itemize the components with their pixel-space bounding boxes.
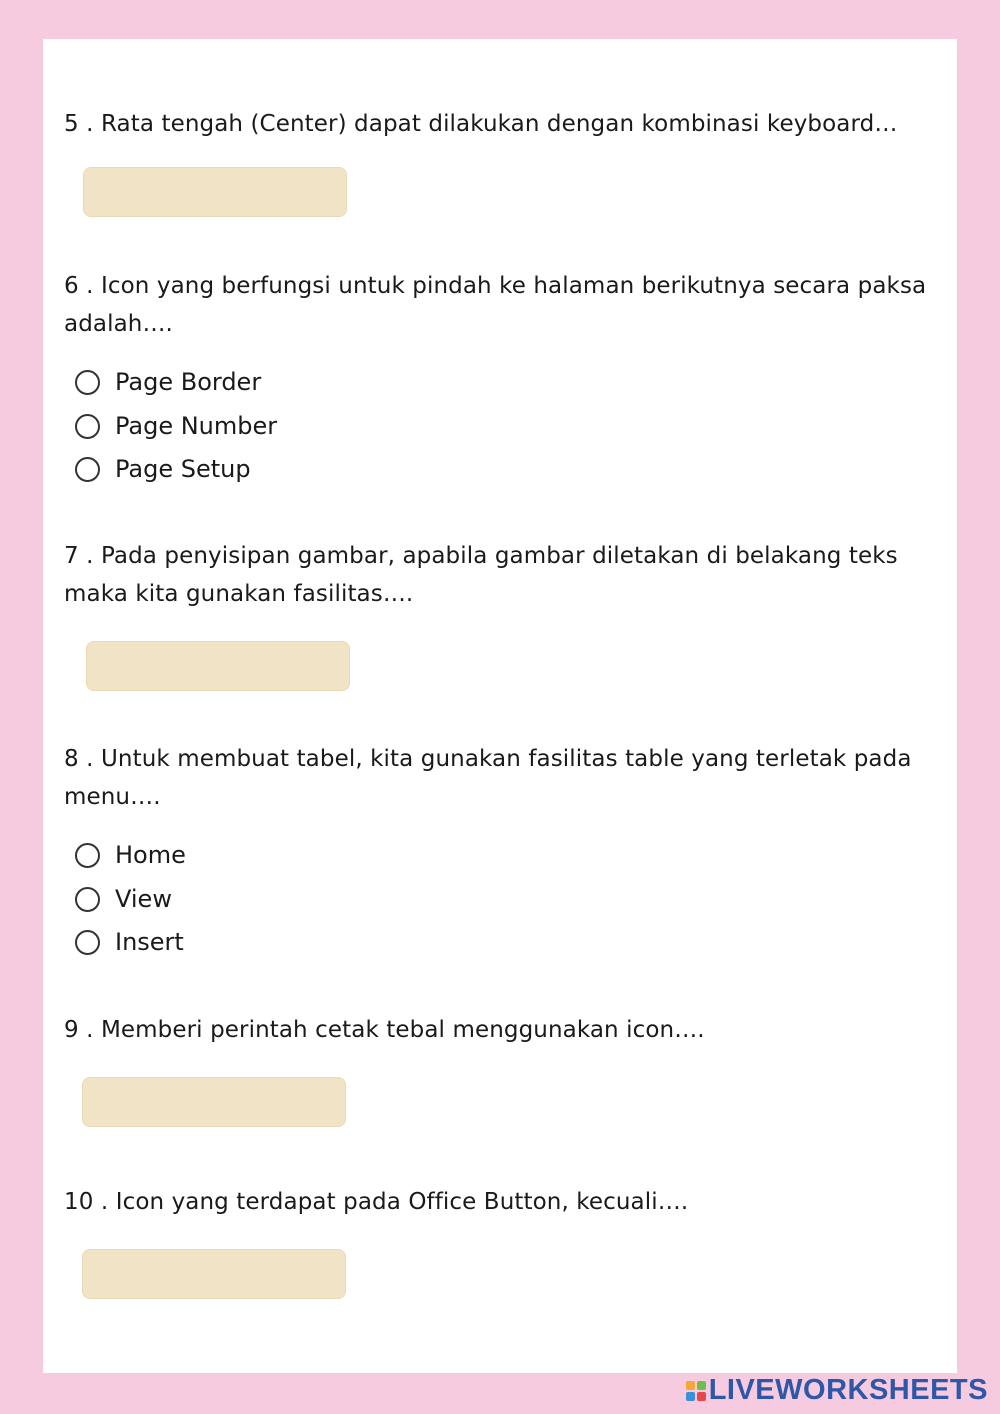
- question-6-option-1[interactable]: [75, 365, 261, 399]
- option-label: Home: [115, 841, 186, 869]
- question-6-option-3[interactable]: [75, 452, 251, 486]
- question-8-option-3[interactable]: [75, 925, 184, 959]
- logo-square: [697, 1381, 706, 1390]
- question-8-option-2[interactable]: [75, 882, 172, 916]
- radio-button-icon[interactable]: [75, 414, 100, 439]
- question-6-option-2[interactable]: [75, 409, 277, 443]
- logo-text: LIVEWORKSHEETS: [708, 1374, 988, 1406]
- option-label: Page Number: [115, 412, 278, 440]
- liveworksheets-logo-icon: [686, 1381, 706, 1401]
- question-5-text: 5 . Rata tengah (Center) dapat dilakukan dengan kombinasi keyboard…: [64, 111, 898, 137]
- radio-button-icon[interactable]: [75, 887, 100, 912]
- worksheet-page: [43, 39, 957, 1373]
- question-7-answer-field[interactable]: [86, 641, 350, 691]
- question-8-text: 8 . Untuk membuat tabel, kita gunakan fasilitas table yang terletak pada menu….: [64, 746, 912, 810]
- logo-square: [697, 1392, 706, 1401]
- option-label: Page Border: [115, 368, 262, 396]
- question-6-text: 6 . Icon yang berfungsi untuk pindah ke halaman berikutnya secara paksa adalah….: [64, 273, 927, 337]
- question-7-text: 7 . Pada penyisipan gambar, apabila gambar diletakan di belakang teks maka kita gunakan fasilitas….: [64, 543, 898, 607]
- question-9-answer-field[interactable]: [82, 1077, 346, 1127]
- question-8-option-1[interactable]: [75, 838, 186, 872]
- radio-button-icon[interactable]: [75, 370, 100, 395]
- radio-button-icon[interactable]: [75, 843, 100, 868]
- option-label: View: [115, 885, 172, 913]
- logo-square: [686, 1392, 695, 1401]
- option-label: Page Setup: [115, 455, 251, 483]
- radio-button-icon[interactable]: [75, 457, 100, 482]
- question-10-text: 10 . Icon yang terdapat pada Office Button, kecuali….: [64, 1189, 689, 1215]
- question-10-answer-field[interactable]: [82, 1249, 346, 1299]
- liveworksheets-logo[interactable]: [686, 1374, 988, 1407]
- option-label: Insert: [115, 928, 184, 956]
- logo-square: [686, 1381, 695, 1390]
- radio-button-icon[interactable]: [75, 930, 100, 955]
- question-5-answer-field[interactable]: [83, 167, 347, 217]
- question-9-text: 9 . Memberi perintah cetak tebal menggunakan icon….: [64, 1017, 705, 1043]
